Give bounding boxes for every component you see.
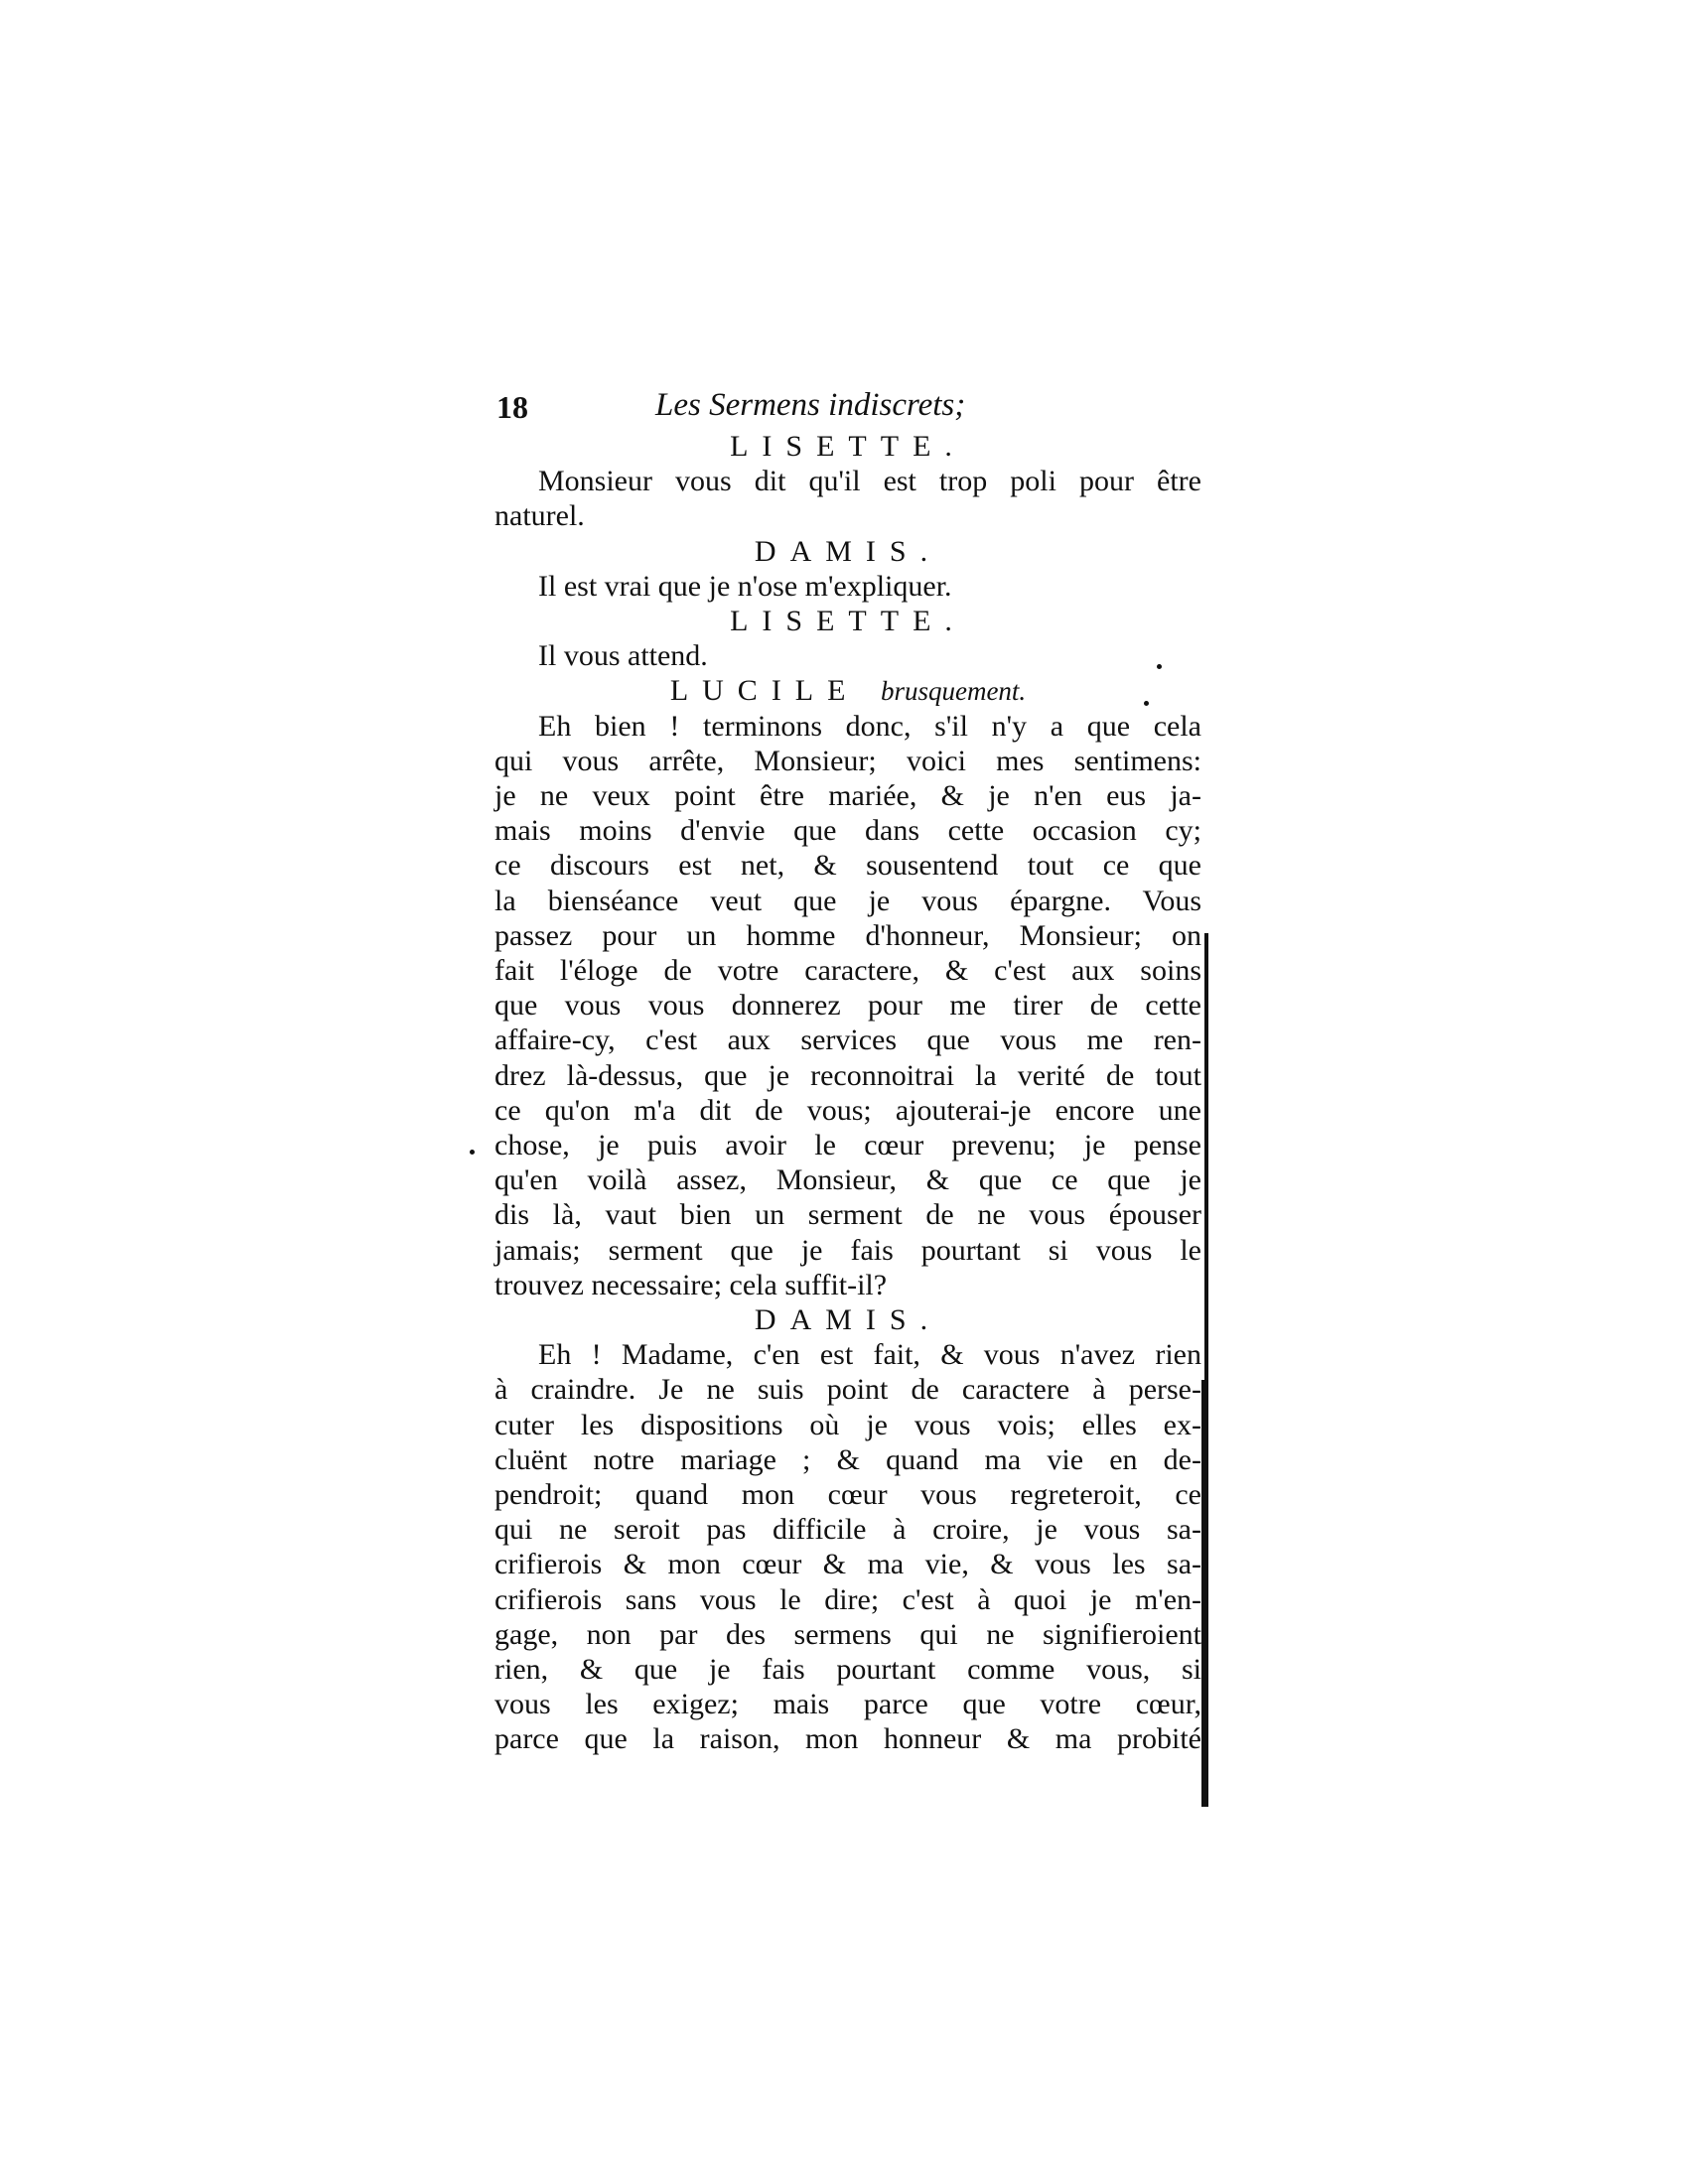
text-line: gage, non par des sermens qui ne signifieroient [494, 1618, 1201, 1651]
text-line: drez là-dessus, que je reconnoitrai la verité de tout [494, 1059, 1201, 1092]
text-line: parce que la raison, mon honneur & ma probité [494, 1722, 1201, 1755]
text-line: à craindre. Je ne suis point de caractere à perse- [494, 1373, 1201, 1406]
text-line: dis là, vaut bien un serment de ne vous épouser [494, 1198, 1201, 1231]
speck [1157, 664, 1162, 669]
text-line: cluënt notre mariage ; & quand ma vie en de- [494, 1443, 1201, 1476]
text-line: passez pour un homme d'honneur, Monsieur; on [494, 919, 1201, 952]
text-line: crifierois & mon cœur & ma vie, & vous les sa- [494, 1548, 1201, 1580]
text-line: ce discours est net, & sousentend tout ce que [494, 849, 1201, 882]
text-line: qui ne seroit pas difficile à croire, je vous sa- [494, 1513, 1201, 1546]
text-line: trouvez necessaire; cela suffit-il? [494, 1269, 888, 1301]
text-line: Eh ! Madame, c'en est fait, & vous n'avez rien [538, 1338, 1201, 1371]
text-line: la bienséance veut que je vous épargne. Vous [494, 885, 1201, 917]
speaker-name: DAMIS. [754, 1303, 942, 1336]
text-line: vous les exigez; mais parce que votre cœur, [494, 1688, 1201, 1720]
text-line: crifierois sans vous le dire; c'est à quoi je m'en- [494, 1583, 1201, 1616]
text-line: Il vous attend. [538, 639, 708, 672]
text-line: je ne veux point être mariée, & je n'en eus ja- [494, 779, 1201, 812]
text-line: jamais; serment que je fais pourtant si vous le [494, 1234, 1201, 1267]
stage-direction: brusquement. [880, 676, 1027, 706]
speaker-name [494, 673, 1201, 709]
speaker-name-text: LUCILE [669, 674, 860, 707]
page-edge-shadow [1201, 1380, 1208, 1807]
text-line: chose, je puis avoir le cœur prevenu; je pense [494, 1129, 1201, 1161]
text-line: ce qu'on m'a dit de vous; ajouterai-je encore une [494, 1094, 1201, 1127]
speaker-name: LISETTE. [730, 605, 966, 637]
text-line: fait l'éloge de votre caractere, & c'est aux soins [494, 954, 1201, 987]
speaker-name: DAMIS. [754, 535, 942, 568]
text-line: pendroit; quand mon cœur vous regreteroit, ce [494, 1478, 1201, 1511]
text-line: naturel. [494, 499, 585, 532]
text-line: que vous vous donnerez pour me tirer de cette [494, 989, 1201, 1022]
text-line: mais moins d'envie que dans cette occasion cy; [494, 814, 1201, 847]
text-line: affaire-cy, c'est aux services que vous me ren- [494, 1024, 1201, 1056]
running-title: Les Sermens indiscrets; [655, 387, 966, 423]
text-line: qu'en voilà assez, Monsieur, & que ce que je [494, 1163, 1201, 1196]
margin-mark [470, 1150, 475, 1155]
text-line: Eh bien ! terminons donc, s'il n'y a que cela [538, 710, 1201, 743]
text-line: rien, & que je fais pourtant comme vous, si [494, 1653, 1201, 1686]
text-line: qui vous arrête, Monsieur; voici mes sentimens: [494, 745, 1201, 777]
page-number: 18 [496, 389, 528, 425]
text-line: cuter les dispositions où je vous vois; elles ex- [494, 1409, 1201, 1441]
speck [1144, 701, 1149, 706]
text-line: Il est vrai que je n'ose m'expliquer. [538, 570, 952, 603]
speaker-name: LISETTE. [730, 430, 966, 463]
text-line: Monsieur vous dit qu'il est trop poli pour être [538, 465, 1201, 497]
